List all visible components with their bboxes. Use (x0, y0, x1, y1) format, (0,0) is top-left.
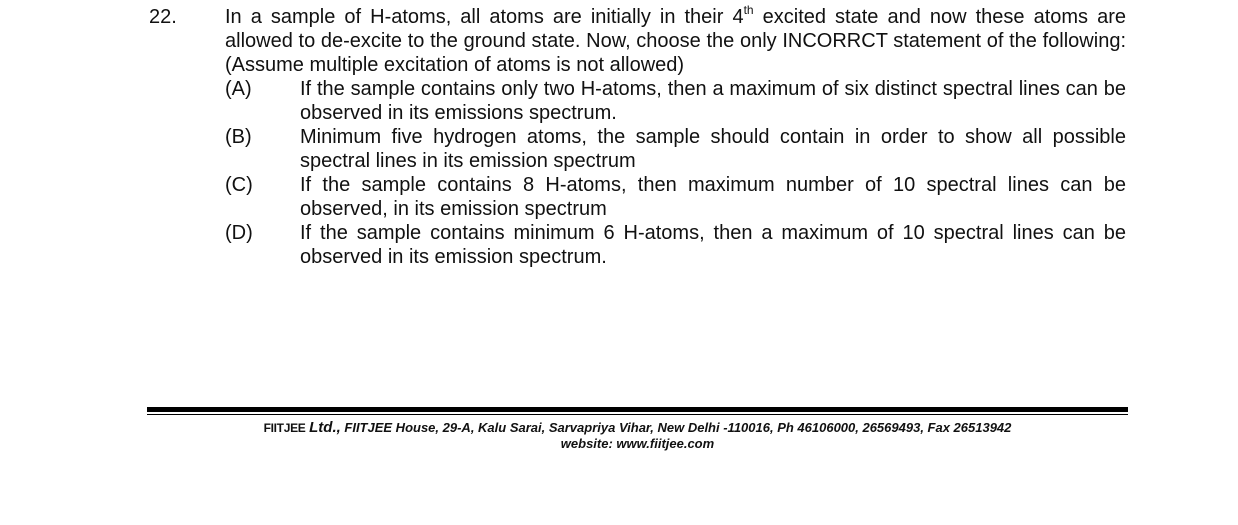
footer-brand: FIITJEE (263, 421, 306, 435)
option-a-text: If the sample contains only two H-atoms, then a maximum of six distinct spectral lines can be observed in its emissions spectrum. (300, 78, 1126, 124)
question-stem-text-continued: excited state and now these atoms are allowed to de-excite to the ground state. Now, choose the only INCORRCT statement of the following: (Assume multiple excitation of atoms is not allowed) (225, 6, 1126, 76)
option-c-label: (C) (225, 174, 253, 196)
option-c-text: If the sample contains 8 H-atoms, then maximum number of 10 spectral lines can be observed, in its emission spectrum (300, 174, 1126, 220)
footer-rule-thick (147, 407, 1128, 412)
question-stem-text: In a sample of H-atoms, all atoms are initially in their 4 (225, 6, 744, 28)
footer-brand-ltd: Ltd., (309, 419, 341, 436)
question-stem (225, 5, 1126, 77)
option-b (225, 125, 1126, 173)
option-c (225, 173, 1126, 221)
footer-address-line (147, 420, 1128, 436)
footer-rule-thin (147, 414, 1128, 415)
page-footer (147, 407, 1128, 451)
options-list (225, 77, 1126, 269)
option-d-text: If the sample contains minimum 6 H-atoms, then a maximum of 10 spectral lines can be observed in its emission spectrum. (300, 222, 1126, 268)
option-b-text: Minimum five hydrogen atoms, the sample should contain in order to show all possible spectral lines in its emission spectrum (300, 126, 1126, 172)
question-number: 22. (149, 6, 177, 28)
question-22 (149, 5, 1126, 269)
option-a-label: (A) (225, 78, 252, 100)
option-a (225, 77, 1126, 125)
option-d (225, 221, 1126, 269)
footer-website: website: www.fiitjee.com (560, 436, 715, 451)
ordinal-superscript: th (743, 3, 754, 17)
footer-address: FIITJEE House, 29-A, Kalu Sarai, Sarvapriya Vihar, New Delhi -110016, Ph 46106000, 26569493, Fax 26513942 (340, 420, 1012, 435)
option-b-label: (B) (225, 126, 252, 148)
option-d-label: (D) (225, 222, 253, 244)
